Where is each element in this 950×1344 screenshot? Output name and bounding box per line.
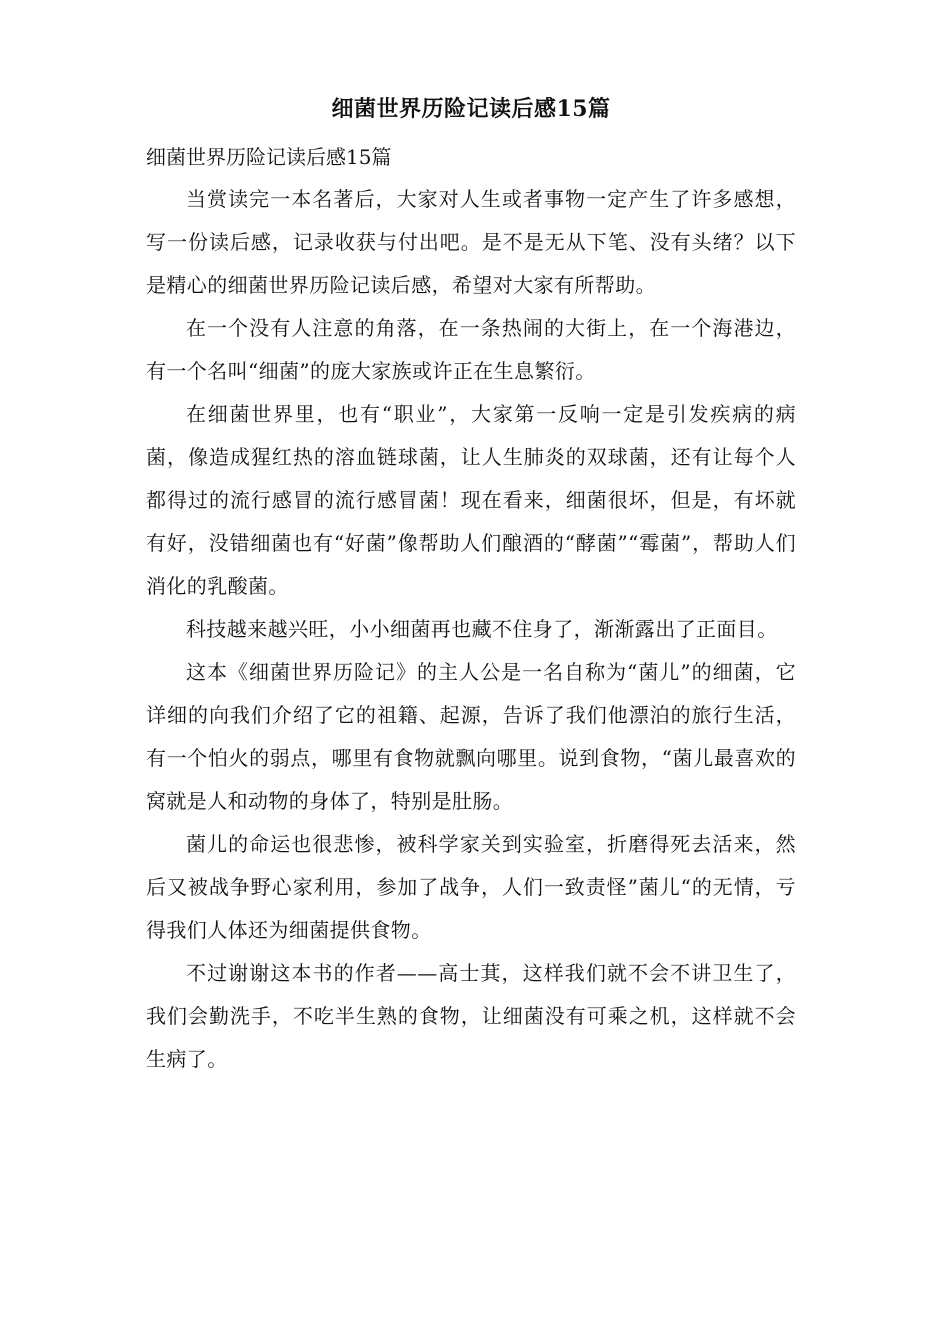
document-title: 细菌世界历险记读后感15篇 (331, 96, 611, 122)
paragraph-intro: 当赏读完一本名著后，大家对人生或者事物一定产生了许多感想，写一份读后感，记录收获与付出吧。是不是无从下笔、没有头绪？以下是精心的细菌世界历险记读后感，希望对大家有所帮助。 (146, 187, 796, 297)
document-page (146, 88, 796, 1081)
document-subtitle: 细菌世界历险记读后感15篇 (146, 145, 392, 169)
paragraph-conclusion: 不过谢谢这本书的作者——高士萁，这样我们就不会不讲卫生了，我们会勤洗手，不吃半生熟的食物，让细菌没有可乘之机，这样就不会生病了。 (146, 961, 796, 1071)
paragraph-fate: 菌儿的命运也很悲惨，被科学家关到实验室，折磨得死去活来，然后又被战争野心家利用，参加了战争，人们一致责怪”菌儿“的无情，亏得我们人体还为细菌提供食物。 (146, 832, 796, 942)
paragraph-protagonist: 这本《细菌世界历险记》的主人公是一名自称为“菌儿”的细菌，它详细的向我们介绍了它的祖籍、起源，告诉了我们他漂泊的旅行生活，有一个怕火的弱点，哪里有食物就飘向哪里。说到食物，“菌儿最喜欢的窝就是人和动物的身体了，特别是肚肠。 (146, 660, 796, 813)
paragraph-technology: 科技越来越兴旺，小小细菌再也藏不住身了，渐渐露出了正面目。 (186, 617, 778, 641)
paragraph-bacteria-jobs: 在细菌世界里，也有“职业”，大家第一反响一定是引发疾病的病菌，像造成猩红热的溶血链球菌，让人生肺炎的双球菌，还有让每个人都得过的流行感冒的流行感冒菌！现在看来，细菌很坏，但是，有坏就有好，没错细菌也有“好菌”像帮助人们酿酒的“酵菌”“霉菌”，帮助人们消化的乳酸菌。 (146, 402, 796, 598)
paragraph-bacteria-family: 在一个没有人注意的角落，在一条热闹的大街上，在一个海港边，有一个名叫“细菌”的庞大家族或许正在生息繁衍。 (146, 316, 796, 383)
